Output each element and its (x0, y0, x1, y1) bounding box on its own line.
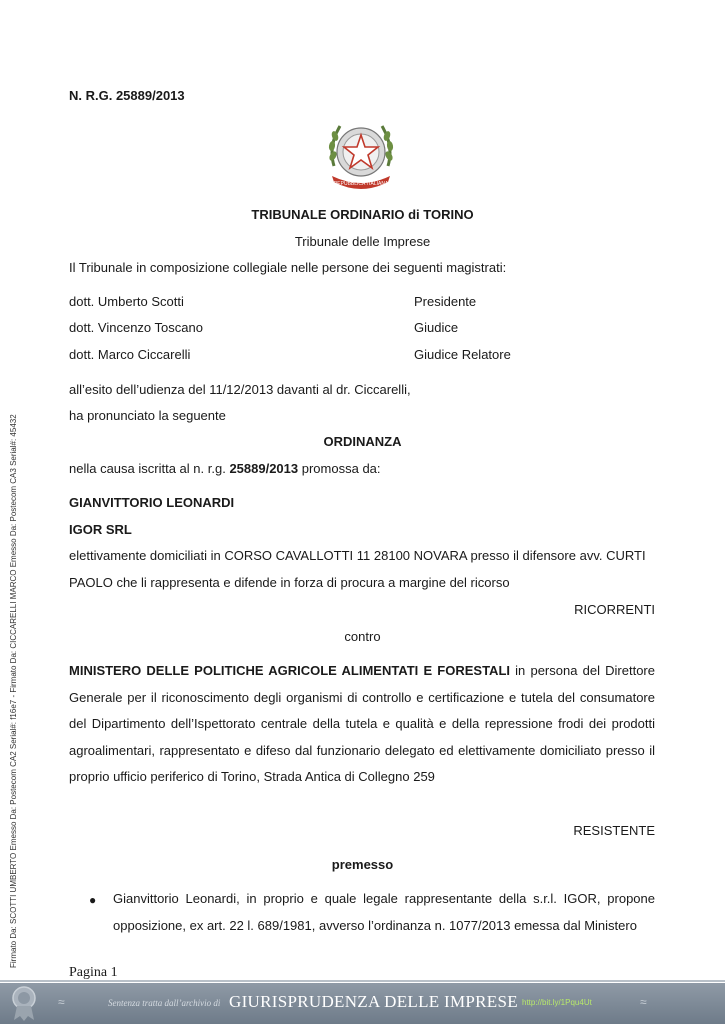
republic-emblem-icon (324, 114, 398, 194)
plaintiff-label: RICORRENTI (574, 602, 655, 617)
footer-brand: GIURISPRUDENZA DELLE IMPRESE (229, 992, 518, 1011)
plaintiff-name: GIANVITTORIO LEONARDI (69, 495, 235, 510)
hearing-line: ha pronunciato la seguente (69, 408, 226, 423)
intro-text: Il Tribunale in composizione collegiale nelle persone dei seguenti magistrati: (69, 260, 507, 275)
judge-name: dott. Umberto Scotti (69, 294, 184, 309)
court-section: Tribunale delle Imprese (294, 234, 431, 249)
flourish-icon: ≈ (640, 995, 647, 1009)
ordinanza-title: ORDINANZA (323, 434, 402, 449)
judge-role: Giudice Relatore (414, 347, 511, 362)
domicile-line: PAOLO che li rappresenta e difende in forza di procura a margine del ricorso (69, 575, 510, 590)
causa-number: 25889/2013 (229, 461, 299, 476)
footer-divider (0, 980, 725, 982)
seal-icon (8, 984, 40, 1022)
judge-role: Presidente (414, 294, 477, 309)
judge-name: dott. Vincenzo Toscano (69, 320, 203, 335)
defendant-name: MINISTERO DELLE POLITICHE AGRICOLE ALIMENTATI E FORESTALI (69, 663, 510, 678)
hearing-line: all’esito dell’udienza del 11/12/2013 davanti al dr. Ciccarelli, (69, 382, 411, 397)
bullet-icon: ● (89, 893, 97, 907)
defendant-text: in persona del Direttore Generale per il riconoscimento degli organismi di controllo e certificazione e tutela del consumatore del Dipartimento dell’Ispettorato centrale della tutela e qualità e della repressione frodi dei prodotti agroalimentari, rappresentato e difeso dal funzionario delegato ed elettivamente domiciliato presso il proprio ufficio periferico di Torino, Strada Antica di Collegno 259 (69, 663, 655, 784)
flourish-icon: ≈ (58, 995, 65, 1009)
causa-line (69, 461, 381, 477)
causa-suffix: promossa da: (301, 461, 381, 476)
footer-banner (0, 983, 725, 1024)
case-number: N. R.G. 25889/2013 (69, 88, 185, 103)
footer-prefix: Sentenza tratta dall’archivio di (108, 998, 221, 1008)
contro-label: contro (344, 629, 381, 644)
page-label: Pagina 1 (69, 965, 118, 980)
causa-prefix: nella causa iscritta al n. r.g. (69, 461, 226, 476)
court-name: TRIBUNALE ORDINARIO di TORINO (251, 207, 474, 222)
signature-sidebar (9, 414, 20, 979)
signature-text: Firmato Da: SCOTTI UMBERTO Emesso Da: Postecom CA2 Serial#: f16e7 - Firmato Da: CICCARELLI MARCO Emesso Da: Postecom CA3 Serial#: 45432 (9, 414, 18, 968)
domicile-line: elettivamente domiciliati in CORSO CAVALLOTTI 11 28100 NOVARA presso il difensore avv. CURTI (69, 548, 646, 563)
emblem-ribbon-text: REPUBBLICA ITALIANA (333, 181, 389, 187)
defendant-paragraph (69, 658, 655, 791)
judge-role: Giudice (414, 320, 459, 335)
defendant-label: RESISTENTE (573, 823, 655, 838)
judge-name: dott. Marco Ciccarelli (69, 347, 191, 362)
footer-url[interactable]: http://bit.ly/1Pqu4Ut (522, 998, 592, 1007)
premesso-title: premesso (331, 857, 394, 872)
plaintiff-name: IGOR SRL (69, 522, 132, 537)
bullet-text: Gianvittorio Leonardi, in proprio e quale legale rappresentante della s.r.l. IGOR, propone opposizione, ex art. 22 l. 689/1981, avverso l’ordinanza n. 1077/2013 emessa dal Ministero (113, 891, 655, 933)
